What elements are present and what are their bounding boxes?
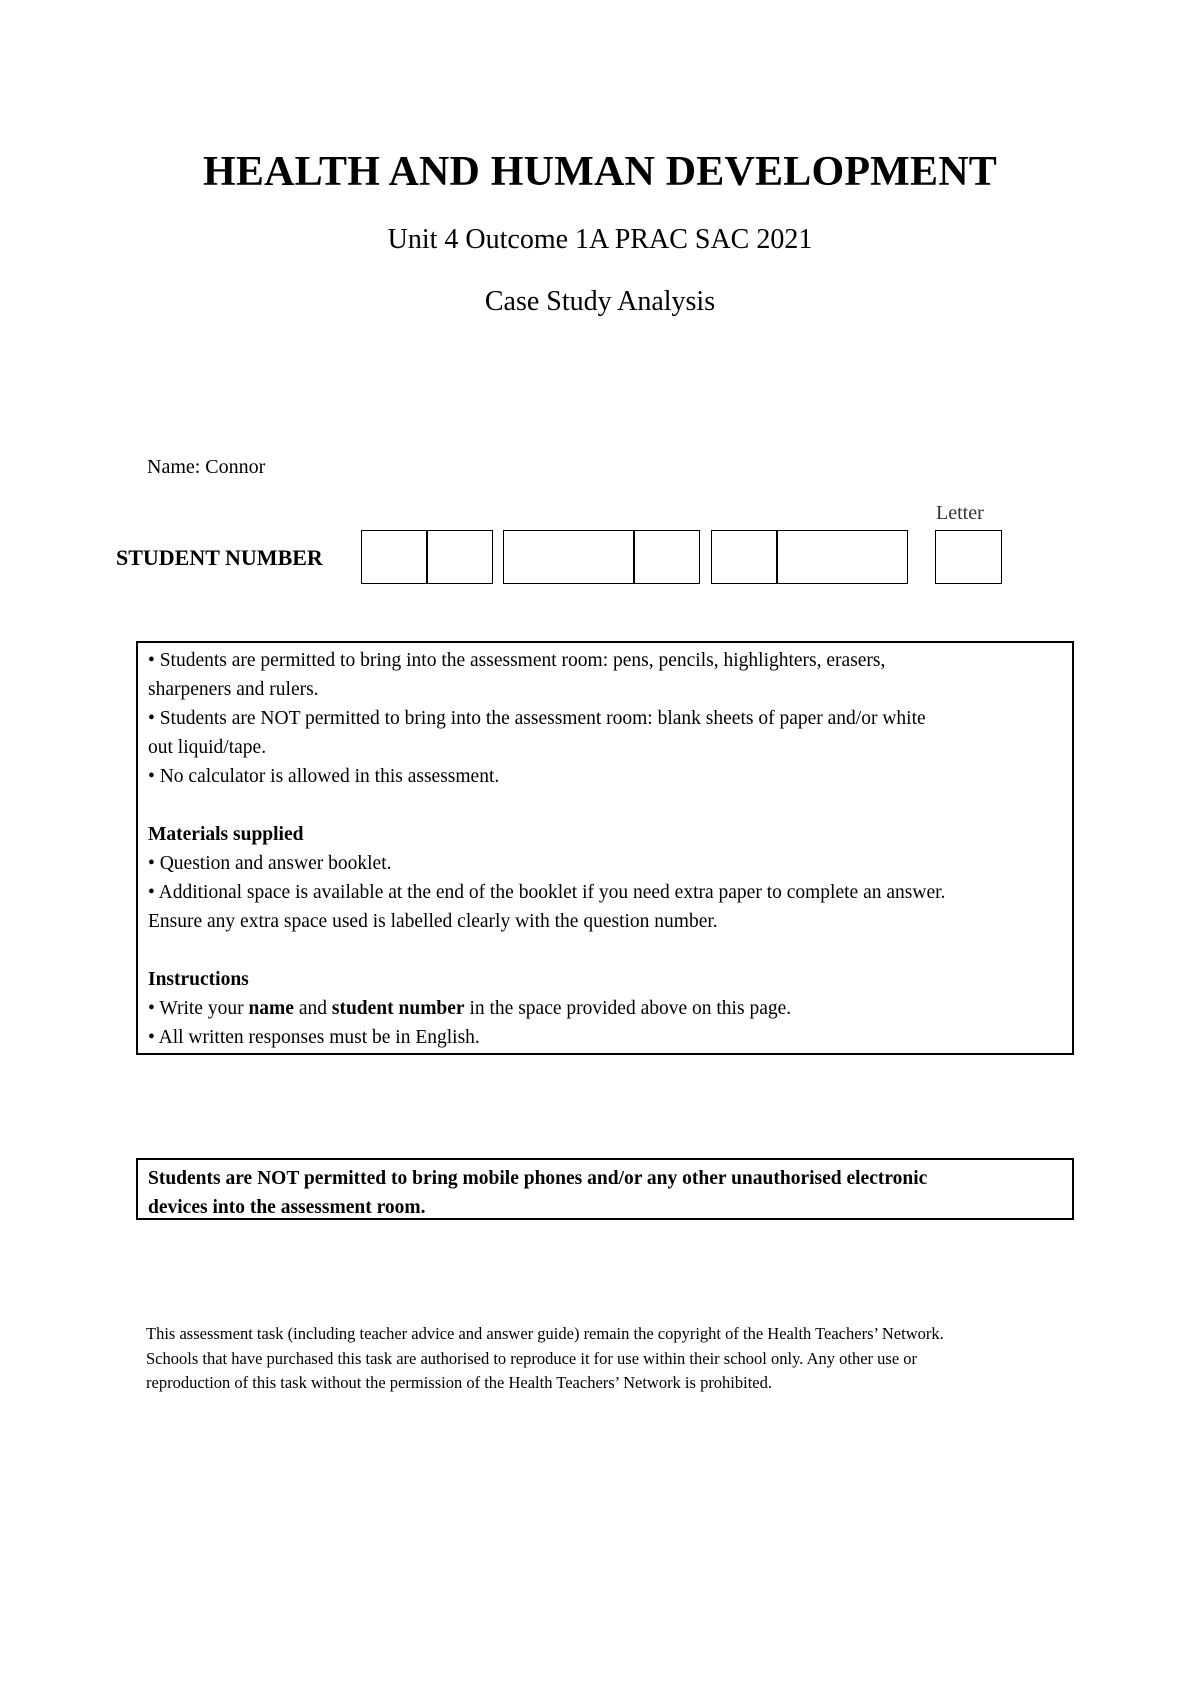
- rules-box: [136, 641, 1074, 1055]
- rule-permitted-cont: sharpeners and rulers.: [148, 679, 319, 700]
- student-number-digit-box[interactable]: [503, 530, 635, 584]
- instructions-heading: Instructions: [148, 969, 249, 990]
- student-number-digit-box[interactable]: [361, 530, 428, 584]
- student-number-digit-box[interactable]: [633, 530, 700, 584]
- student-number-letter-box[interactable]: [935, 530, 1002, 584]
- letter-label: Letter: [936, 502, 984, 524]
- materials-item: • Question and answer booklet.: [148, 853, 392, 874]
- copyright-line: Schools that have purchased this task are authorised to reproduce it for use within their school only. Any other use or: [146, 1348, 918, 1368]
- copyright-line: reproduction of this task without the permission of the Health Teachers’ Network is prohibited.: [146, 1373, 773, 1392]
- materials-heading: Materials supplied: [148, 824, 304, 845]
- student-name: Name: Connor: [147, 456, 266, 478]
- rule-not-permitted: • Students are NOT permitted to bring into the assessment room: blank sheets of paper and/or white: [148, 708, 926, 729]
- materials-item-cont: Ensure any extra space used is labelled clearly with the question number.: [148, 911, 718, 932]
- student-number-digit-box[interactable]: [711, 530, 778, 584]
- warning-line: Students are NOT permitted to bring mobile phones and/or any other unauthorised electronic: [148, 1168, 928, 1189]
- warning-box: [136, 1158, 1074, 1220]
- instructions-item: • Write your name and student number in the space provided above on this page.: [148, 998, 792, 1019]
- rule-calculator: • No calculator is allowed in this assessment.: [148, 766, 500, 787]
- student-number-digit-box[interactable]: [776, 530, 908, 584]
- rule-permitted: • Students are permitted to bring into the assessment room: pens, pencils, highlighters, erasers,: [148, 650, 886, 671]
- warning-line: devices into the assessment room.: [148, 1197, 426, 1218]
- student-number-label: STUDENT NUMBER: [116, 545, 323, 570]
- page-title: HEALTH AND HUMAN DEVELOPMENT: [203, 149, 997, 195]
- task-subtitle: Case Study Analysis: [484, 286, 716, 317]
- rule-not-permitted-cont: out liquid/tape.: [148, 737, 267, 758]
- unit-subtitle: Unit 4 Outcome 1A PRAC SAC 2021: [387, 224, 813, 255]
- copyright-notice: [146, 1322, 1046, 1396]
- copyright-line: This assessment task (including teacher advice and answer guide) remain the copyright of the Health Teachers’ Network.: [146, 1324, 944, 1343]
- materials-item: • Additional space is available at the end of the booklet if you need extra paper to complete an answer.: [148, 882, 946, 903]
- instructions-item: • All written responses must be in English.: [148, 1027, 480, 1048]
- student-number-digit-box[interactable]: [426, 530, 493, 584]
